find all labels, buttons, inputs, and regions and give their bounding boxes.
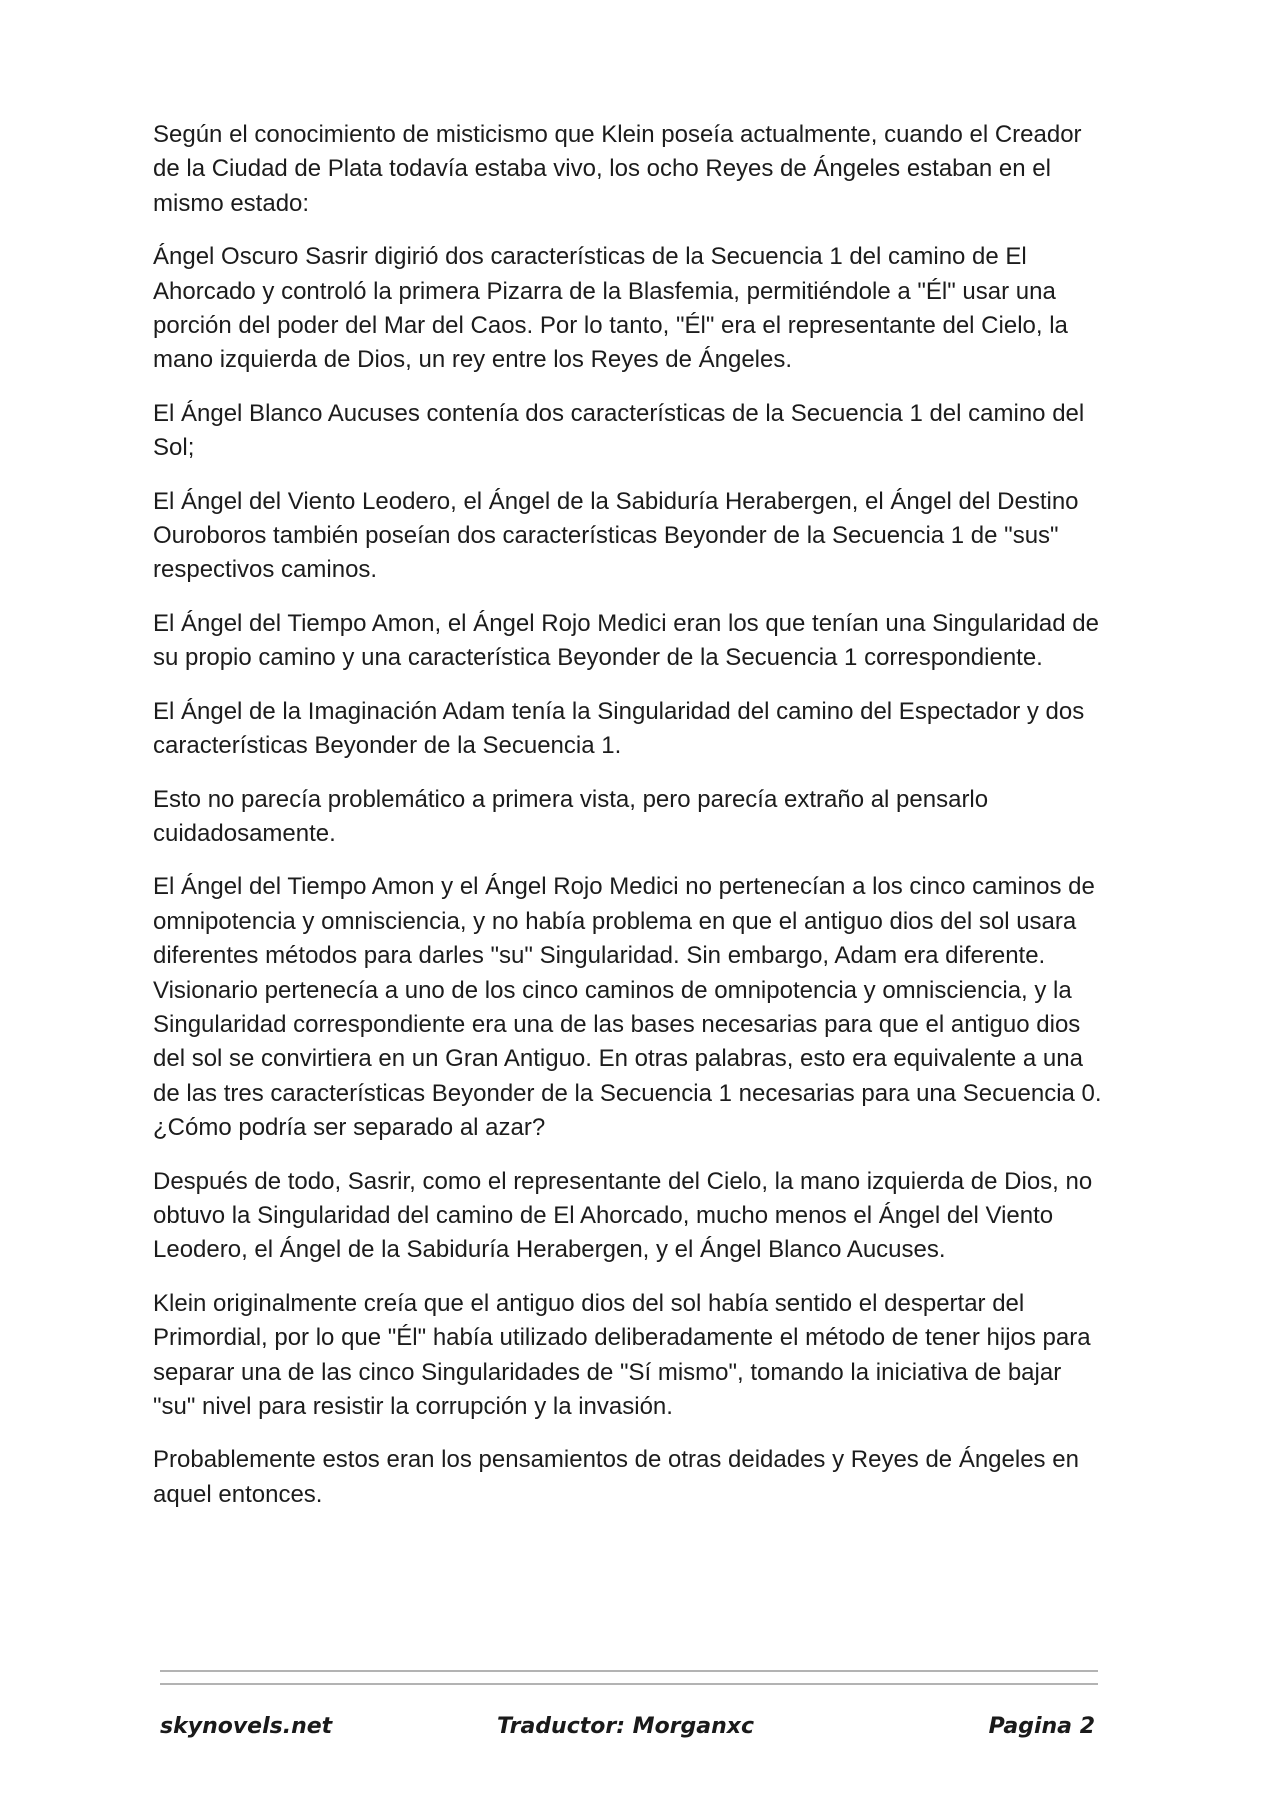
paragraph-2: Ángel Oscuro Sasrir digirió dos características de la Secuencia 1 del camino de El Ahorcado y controló la primera Pizarra de la Blasfemia, permitiéndole a "Él" usar una porción del poder del Mar del Caos. Por lo tanto, "Él" era el representante del Cielo, la mano izquierda de Dios, un rey entre los Reyes de Ángeles. <box>153 243 1068 374</box>
paragraph-1: Según el conocimiento de misticismo que Klein poseía actualmente, cuando el Creador de la Ciudad de Plata todavía estaba vivo, los ocho Reyes de Ángeles estaban en el mismo estado: <box>153 121 1082 217</box>
paragraph-6: El Ángel de la Imaginación Adam tenía la Singularidad del camino del Espectador y dos características Beyonder de la Secuencia 1. <box>153 697 1085 760</box>
paragraph-9: Después de todo, Sasrir, como el representante del Cielo, la mano izquierda de Dios, no obtuvo la Singularidad del camino de El Ahorcado, mucho menos el Ángel del Viento Leodero, el Ángel de la Sabiduría Herabergen, y el Ángel Blanco Aucuses. <box>153 1167 1093 1264</box>
footer-divider-top <box>160 1670 1098 1672</box>
footer-page-number: Pagina 2 <box>988 1714 1095 1739</box>
body-text <box>153 118 1103 1531</box>
footer-site: skynovels.net <box>160 1714 333 1739</box>
footer-divider-bottom <box>160 1683 1098 1685</box>
paragraph-11: Probablemente estos eran los pensamientos de otras deidades y Reyes de Ángeles en aquel entonces. <box>153 1446 1079 1508</box>
paragraph-5: El Ángel del Tiempo Amon, el Ángel Rojo Medici eran los que tenían una Singularidad de su propio camino y una característica Beyonder de la Secuencia 1 correspondiente. <box>153 609 1099 672</box>
paragraph-10: Klein originalmente creía que el antiguo dios del sol había sentido el despertar del Primordial, por lo que "Él" había utilizado deliberadamente el método de tener hijos para separar una de las cinco Singularidades de "Sí mismo", tomando la iniciativa de bajar "su" nivel para resistir la corrupción y la invasión. <box>153 1289 1091 1420</box>
paragraph-7: Esto no parecía problemático a primera vista, pero parecía extraño al pensarlo cuidadosamente. <box>153 785 989 847</box>
footer-translator: Traductor: Morganxc <box>497 1714 755 1739</box>
paragraph-8: El Ángel del Tiempo Amon y el Ángel Rojo Medici no pertenecían a los cinco caminos de omnipotencia y omnisciencia, y no había problema en que el antiguo dios del sol usara diferentes métodos para darles "su" Singularidad. Sin embargo, Adam era diferente. Visionario pertenecía a uno de los cinco caminos de omnipotencia y omnisciencia, y la Singularidad correspondiente era una de las bases necesarias para que el antiguo dios del sol se convirtiera en un Gran Antiguo. En otras palabras, esto era equivalente a una de las tres características Beyonder de la Secuencia 1 necesarias para una Secuencia 0. ¿Cómo podría ser separado al azar? <box>153 873 1102 1142</box>
paragraph-4: El Ángel del Viento Leodero, el Ángel de la Sabiduría Herabergen, el Ángel del Destino Ouroboros también poseían dos características Beyonder de la Secuencia 1 de "sus" respectivos caminos. <box>153 487 1079 584</box>
paragraph-3: El Ángel Blanco Aucuses contenía dos características de la Secuencia 1 del camino del Sol; <box>153 399 1085 462</box>
